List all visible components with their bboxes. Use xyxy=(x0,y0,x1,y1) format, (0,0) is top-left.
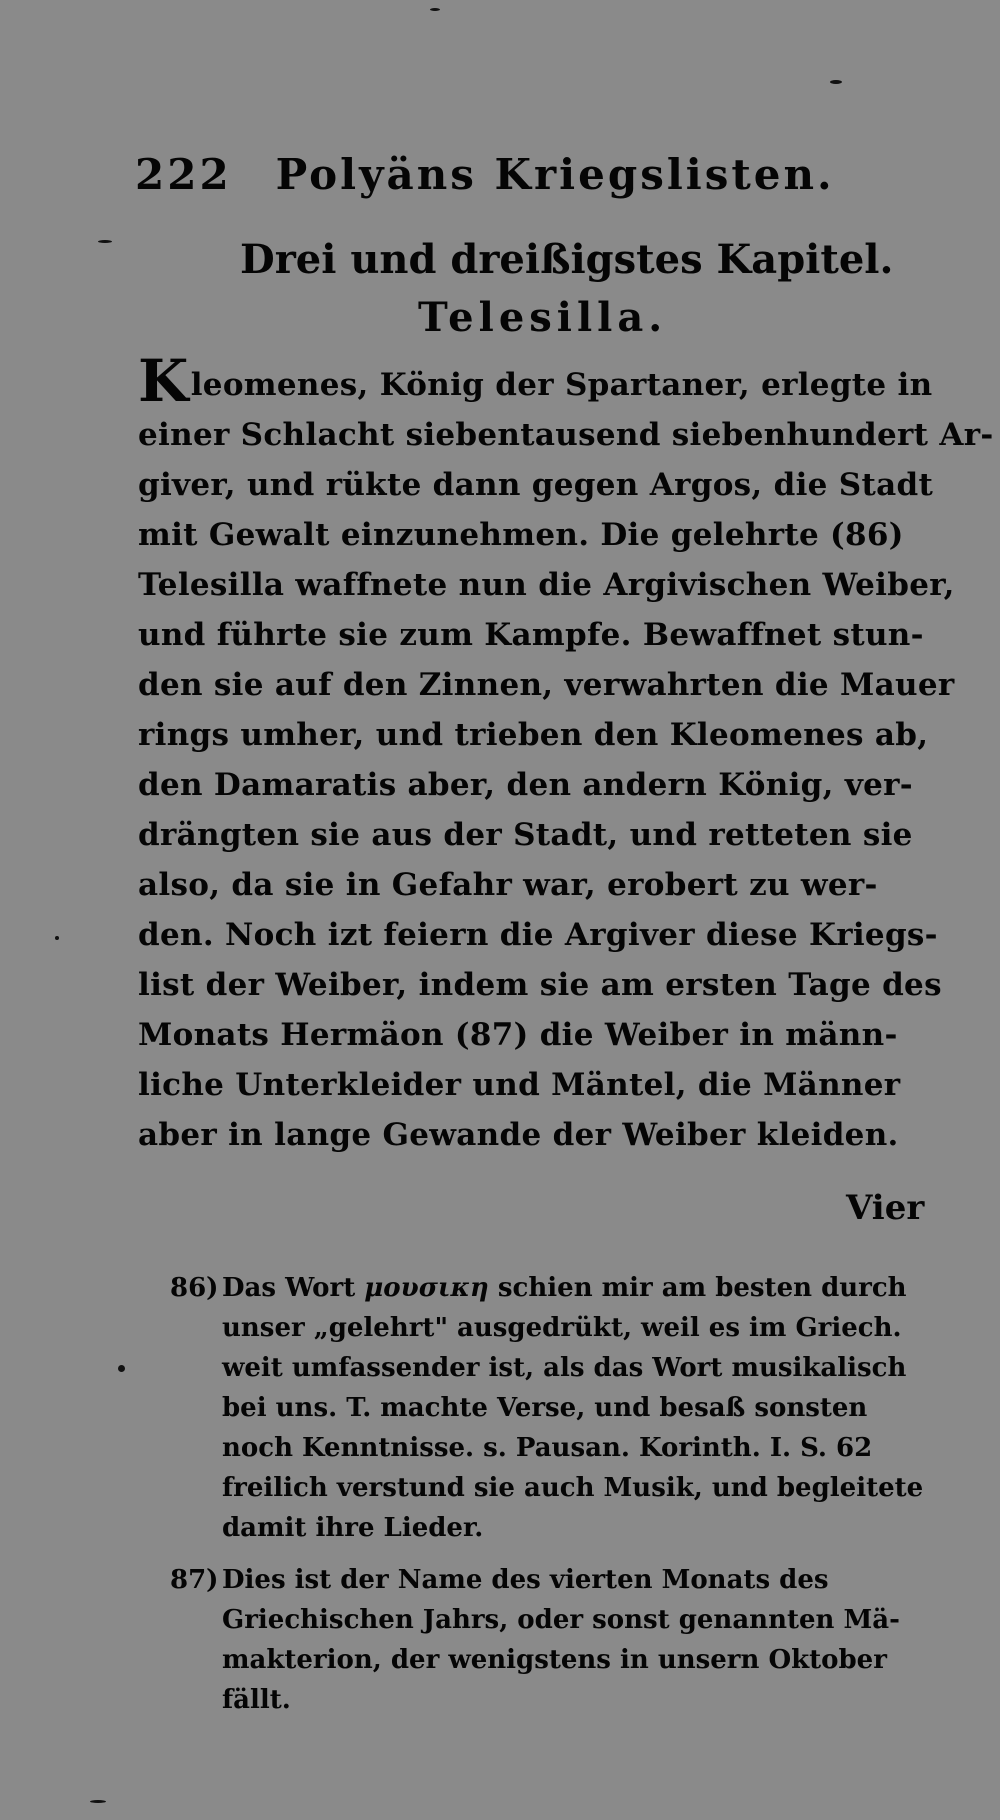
footnote-line: freilich verstund sie auch Musik, und begleitete xyxy=(222,1473,924,1503)
body-line: drängten sie aus der Stadt, und retteten sie xyxy=(138,817,913,853)
body-line: aber in lange Gewande der Weiber kleiden. xyxy=(138,1117,899,1153)
page-number: 222 xyxy=(135,150,232,199)
greek-word: μουσικη xyxy=(364,1273,489,1303)
footnote-line: weit umfassender ist, als das Wort musikalisch xyxy=(222,1353,907,1383)
scan-speck xyxy=(830,80,842,84)
body-line: den Damaratis aber, den andern König, ver- xyxy=(138,767,913,803)
footnote-line: damit ihre Lieder. xyxy=(222,1513,484,1543)
body-line: also, da sie in Gefahr war, erobert zu wer- xyxy=(138,867,878,903)
body-line: einer Schlacht siebentausend siebenhundert Ar- xyxy=(138,417,994,453)
footnote-line: Griechischen Jahrs, oder sonst genannten Mä- xyxy=(222,1605,900,1635)
scan-speck xyxy=(98,240,112,243)
scan-speck xyxy=(55,936,59,940)
footnote-line: fällt. xyxy=(222,1685,291,1715)
body-line: list der Weiber, indem sie am ersten Tage des xyxy=(138,967,942,1003)
scan-speck xyxy=(90,1800,106,1803)
body-line: und führte sie zum Kampfe. Bewaffnet stun- xyxy=(138,617,924,653)
footnote-line: bei uns. T. machte Verse, und besaß sonsten xyxy=(222,1393,868,1423)
footnote-87 xyxy=(170,1560,960,1720)
body-line: Monats Hermäon (87) die Weiber in männ- xyxy=(138,1017,898,1053)
body-text xyxy=(138,347,994,1160)
body-line: den. Noch izt feiern die Argiver diese Kriegs- xyxy=(138,917,938,953)
drop-initial: K xyxy=(138,347,189,415)
running-head xyxy=(135,150,835,206)
body-line: giver, und rükte dann gegen Argos, die Stadt xyxy=(138,467,934,503)
body-line: liche Unterkleider und Mäntel, die Männer xyxy=(138,1067,901,1103)
scan-speck xyxy=(430,8,440,11)
running-title: Polyäns Kriegslisten. xyxy=(275,150,835,199)
catchword: Vier xyxy=(846,1188,925,1228)
footnote-line: unser „gelehrt" ausgedrükt, weil es im Griech. xyxy=(222,1313,902,1343)
chapter-heading: Drei und dreißigstes Kapitel. xyxy=(240,236,894,283)
footnote-86 xyxy=(170,1268,960,1548)
body-line: mit Gewalt einzunehmen. Die gelehrte (86) xyxy=(138,517,904,553)
footnote-marker: 87) xyxy=(170,1565,219,1595)
footnote-line: 86) Das Wort μουσικη schien mir am besten durch xyxy=(170,1268,960,1308)
footnote-line: makterion, der wenigstens in unsern Oktober xyxy=(222,1645,887,1675)
body-line: Kleomenes, König der Spartaner, erlegte in xyxy=(138,347,933,415)
chapter-name: Telesilla. xyxy=(418,294,668,341)
scan-speck xyxy=(118,1365,125,1372)
footnotes xyxy=(170,1268,960,1732)
body-line: Telesilla waffnete nun die Argivischen Weiber, xyxy=(138,567,955,603)
footnote-line: 87) Dies ist der Name des vierten Monats des xyxy=(170,1560,960,1600)
body-line: den sie auf den Zinnen, verwahrten die Mauer xyxy=(138,667,955,703)
footnote-line: noch Kenntnisse. s. Pausan. Korinth. I. S. 62 xyxy=(222,1433,873,1463)
body-line: rings umher, und trieben den Kleomenes ab, xyxy=(138,717,929,753)
footnote-marker: 86) xyxy=(170,1273,219,1303)
